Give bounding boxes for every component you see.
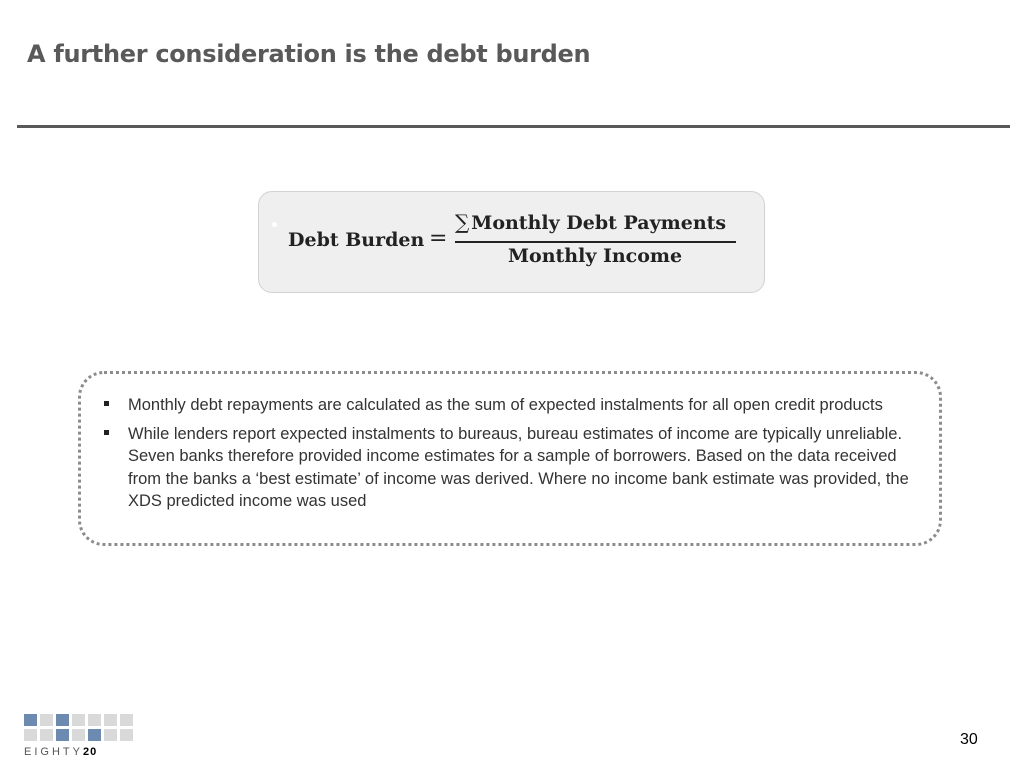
square-bullet-icon [104,430,109,435]
logo-wordmark [24,746,132,758]
note-text: Monthly debt repayments are calculated as the sum of expected instalments for all open credit products [128,396,883,414]
notes-list [104,394,914,519]
logo-word: EIGHTY [24,746,83,758]
numerator-text: Monthly Debt Payments [471,212,727,234]
logo-squares [24,714,132,741]
logo-square [24,714,37,726]
company-logo [24,714,132,758]
logo-number: 20 [82,746,98,758]
logo-square [104,714,117,726]
slide-title: A further consideration is the debt burden [27,40,591,68]
formula-bullet-dot [272,222,277,227]
fraction-bar [455,241,736,243]
logo-square [40,714,53,726]
square-bullet-icon [104,401,109,406]
logo-square [72,729,85,741]
logo-square [120,714,133,726]
logo-square [56,729,69,741]
logo-square [88,729,101,741]
logo-square [24,729,37,741]
note-item [104,423,914,513]
formula-denominator: Monthly Income [508,245,683,267]
formula-equals: = [429,226,448,251]
logo-square [72,714,85,726]
logo-square [88,714,101,726]
logo-square [40,729,53,741]
sigma-symbol: ∑ [455,210,470,234]
title-divider [17,125,1010,128]
formula-lhs: Debt Burden [288,229,425,251]
logo-square [104,729,117,741]
logo-square [56,714,69,726]
formula-numerator [455,210,726,234]
note-text: While lenders report expected instalments to bureaus, bureau estimates of income are typically unreliable. Seven banks therefore provided income estimates for a sample of borrowers. Based on the data received from the banks a ‘best estimate’ of income was derived. Where no income bank estimate was provided, the XDS predicted income was used [128,424,909,510]
page-number: 30 [960,731,978,748]
note-item [104,394,914,417]
logo-square [120,729,133,741]
